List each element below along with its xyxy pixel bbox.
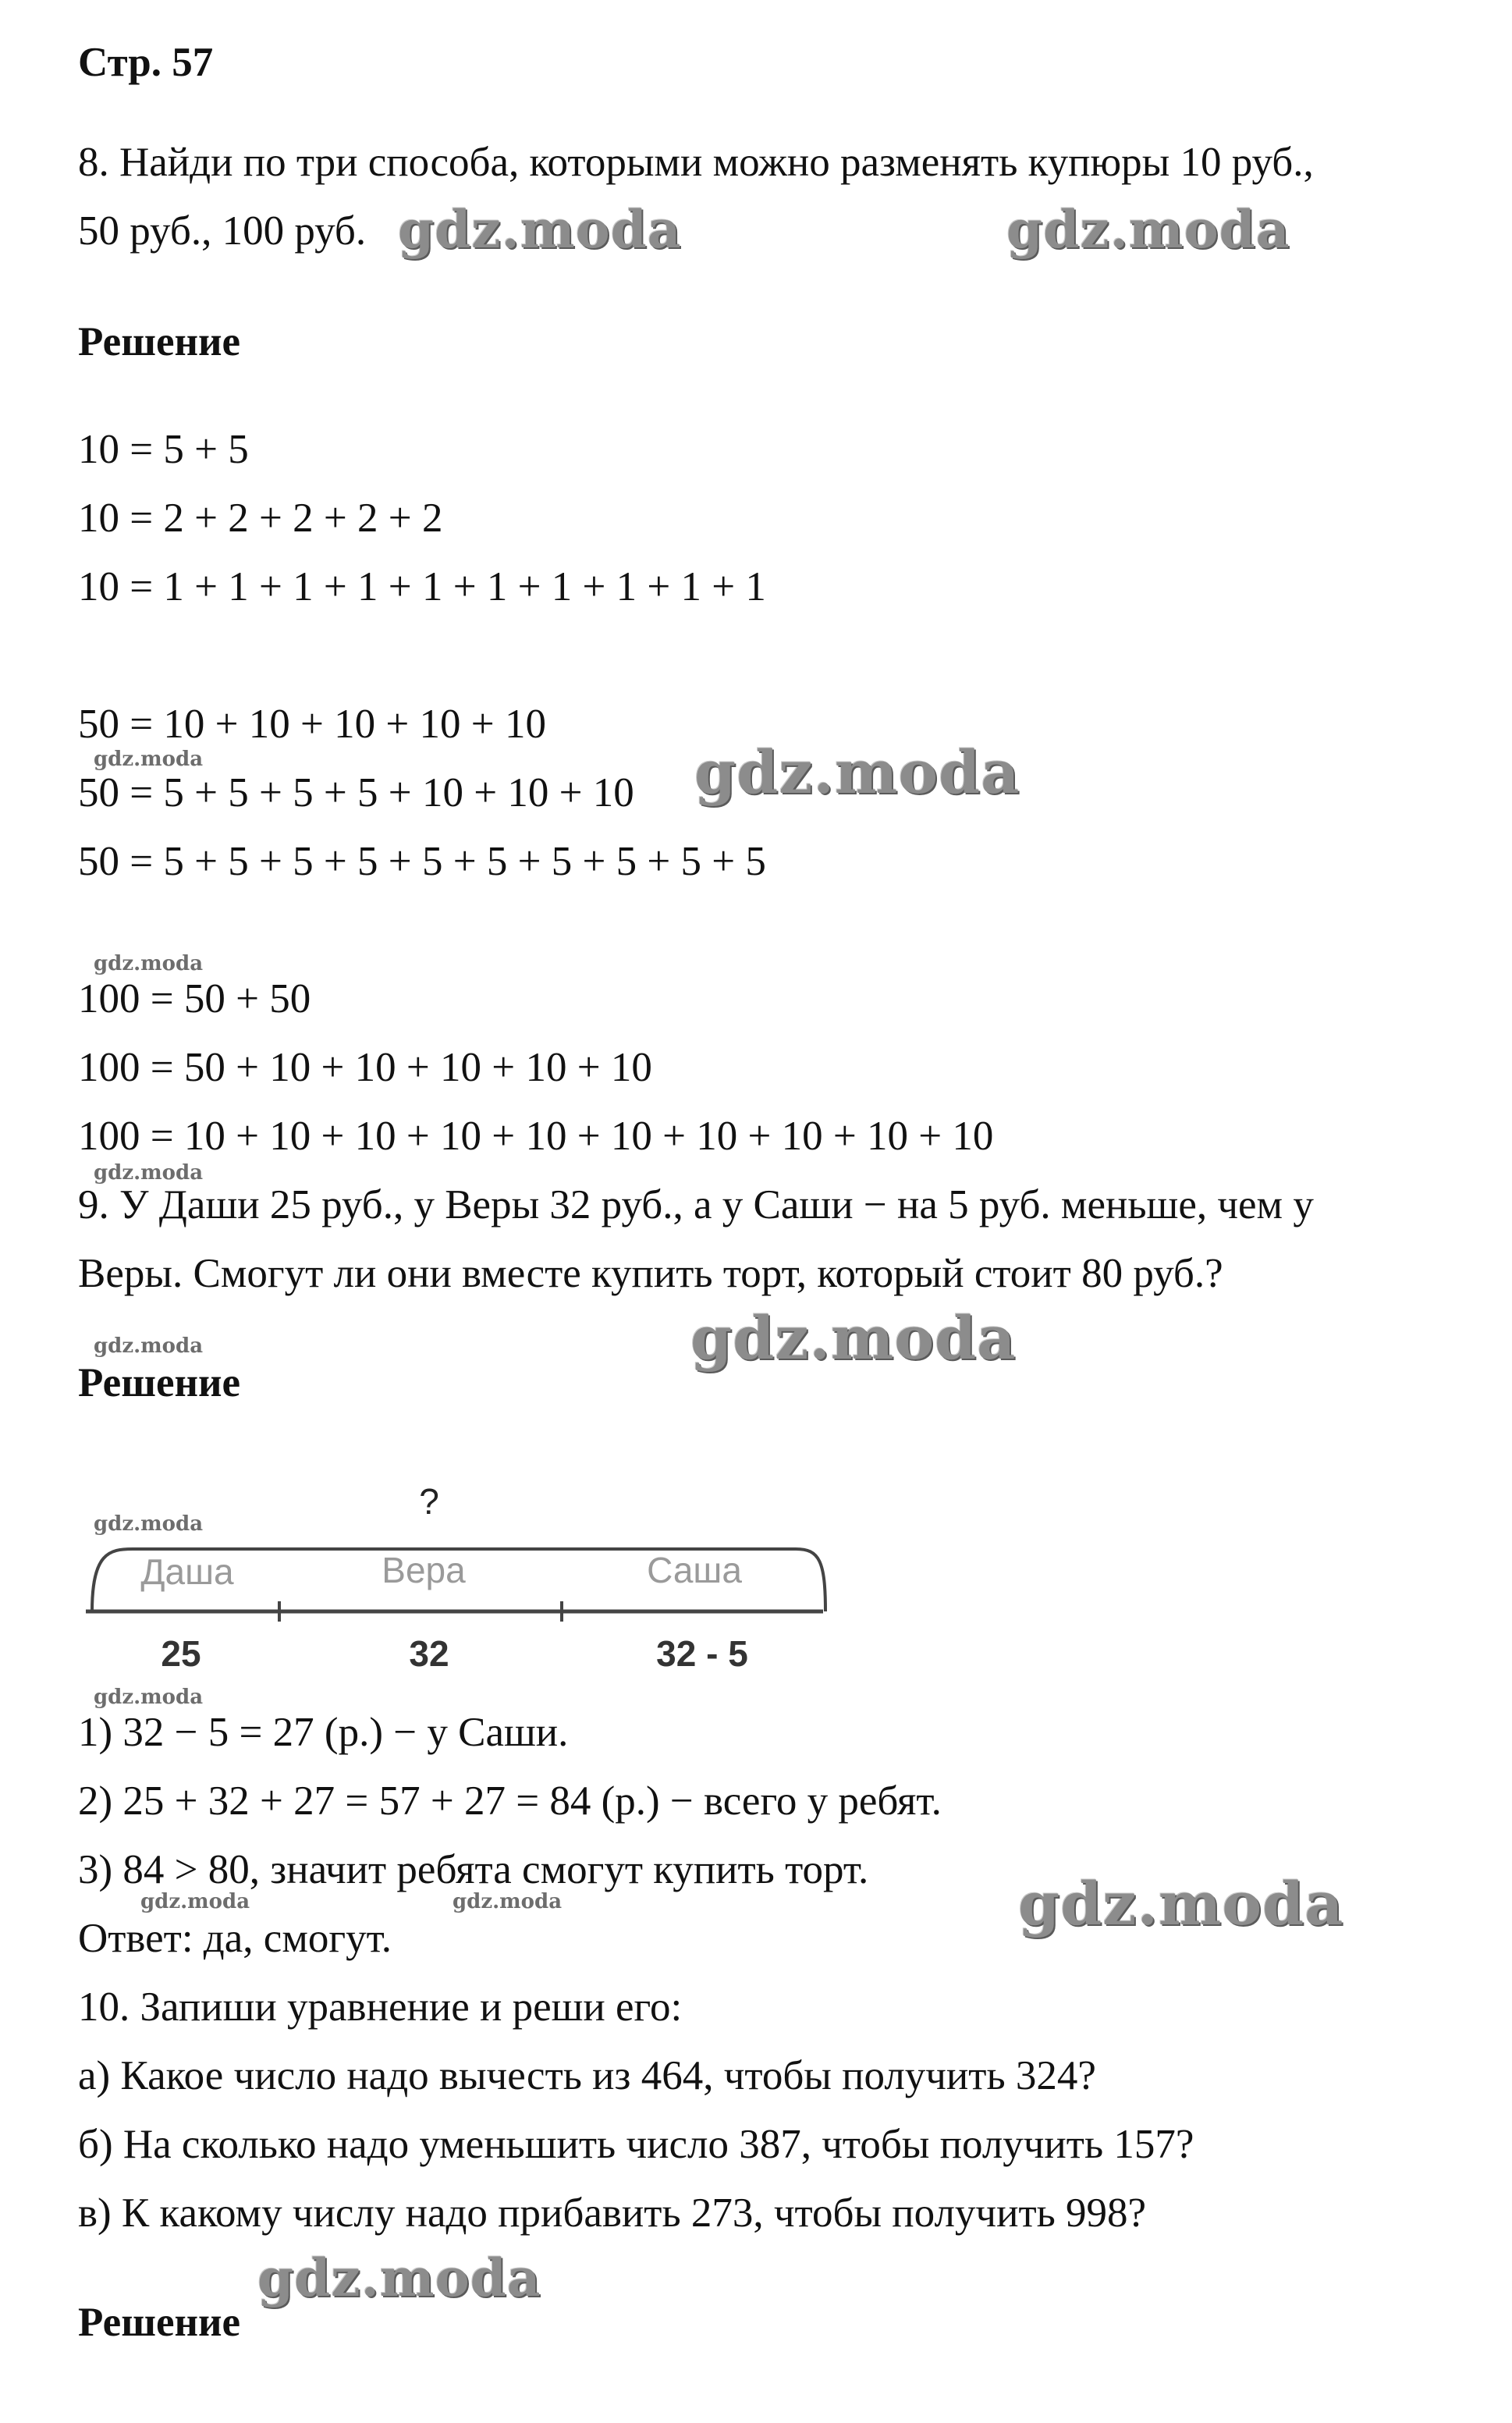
watermark: gdz.moda [94,1334,204,1358]
task9-solution-heading: Решение [78,1360,241,1405]
watermark: gdz.moda [94,1512,204,1536]
task8-equation-9: 100 = 10 + 10 + 10 + 10 + 10 + 10 + 10 + 10 + 10 + 10 [78,1114,994,1159]
task10-solution-heading: Решение [78,2300,241,2345]
watermark: gdz.moda [140,1890,250,1913]
task8-text-line2: 50 руб., 100 руб. [78,208,367,254]
task9-answer: Ответ: да, смогут. [78,1916,392,1961]
diagram-segment-value-vera: 32 [409,1633,449,1674]
task9-step-2: 2) 25 + 32 + 27 = 57 + 27 = 84 (р.) − всего у ребят. [78,1778,942,1824]
task8-equation-7: 100 = 50 + 50 [78,976,311,1021]
watermark: gdz.moda [94,1161,204,1185]
task8-solution-heading: Решение [78,319,241,364]
task10-text-line1: 10. Запиши уравнение и реши его: [78,1984,683,2030]
segment-diagram [78,1475,843,1701]
diagram-segment-value-dasha: 25 [161,1633,201,1674]
watermark: gdz.moda [94,1686,204,1709]
diagram-segment-name-sasha: Саша [647,1550,742,1590]
task8-text-line1: 8. Найди по три способа, которыми можно разменять купюры 10 руб., [78,140,1314,185]
task8-equation-1: 10 = 5 + 5 [78,427,249,472]
task9-text-line1: 9. У Даши 25 руб., у Веры 32 руб., а у Саши − на 5 руб. меньше, чем у [78,1182,1314,1227]
task8-equation-4: 50 = 10 + 10 + 10 + 10 + 10 [78,702,546,747]
watermark: gdz.moda [257,2247,541,2308]
task10-item-a: а) Какое число надо вычесть из 464, чтобы получить 324? [78,2053,1096,2098]
task10-item-b: б) На сколько надо уменьшить число 387, чтобы получить 157? [78,2122,1194,2167]
watermark: gdz.moda [1018,1869,1344,1938]
task9-step-1: 1) 32 − 5 = 27 (р.) − у Саши. [78,1710,569,1755]
watermark: gdz.moda [94,748,204,771]
watermark: gdz.moda [1006,199,1290,260]
task10-item-c: в) К какому числу надо прибавить 273, чтобы получить 998? [78,2190,1147,2236]
diagram-segment-value-sasha: 32 - 5 [656,1633,748,1674]
page-header: Стр. 57 [78,40,214,85]
task9-text-line2: Веры. Смогут ли они вместе купить торт, который стоит 80 руб.? [78,1251,1223,1296]
watermark: gdz.moda [690,1303,1017,1373]
task8-equation-3: 10 = 1 + 1 + 1 + 1 + 1 + 1 + 1 + 1 + 1 + 1 [78,564,766,609]
task9-step-3: 3) 84 > 80, значит ребята смогут купить торт. [78,1847,869,1892]
diagram-segment-name-vera: Вера [382,1550,466,1590]
task8-equation-8: 100 = 50 + 10 + 10 + 10 + 10 + 10 [78,1045,652,1090]
diagram-segment-name-dasha: Даша [140,1551,234,1592]
task8-equation-6: 50 = 5 + 5 + 5 + 5 + 5 + 5 + 5 + 5 + 5 + 5 [78,839,766,884]
diagram-question-mark: ? [419,1481,439,1522]
task8-equation-5: 50 = 5 + 5 + 5 + 5 + 10 + 10 + 10 [78,770,634,815]
watermark: gdz.moda [398,199,682,260]
watermark: gdz.moda [94,952,204,975]
task8-equation-2: 10 = 2 + 2 + 2 + 2 + 2 [78,496,443,541]
watermark: gdz.moda [453,1890,563,1913]
watermark: gdz.moda [694,737,1020,807]
